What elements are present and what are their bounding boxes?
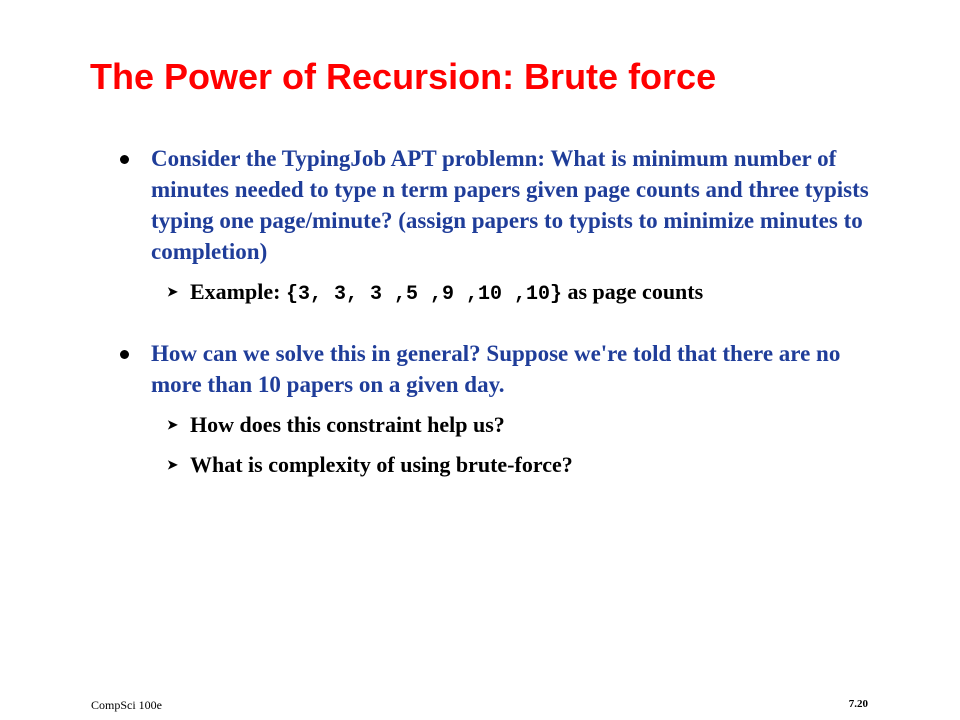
- sub-bullet-item: [118, 410, 878, 440]
- arrowhead-bullet-icon: ➤: [167, 417, 178, 432]
- bullet-text: How can we solve this in general? Suppose we're told that there are no more than 10 papers on a given day.: [151, 341, 841, 397]
- arrowhead-bullet-icon: ➤: [167, 457, 178, 472]
- bullet-item: [118, 338, 878, 400]
- slide-body: [118, 143, 878, 480]
- sub-bullet-text: How does this constraint help us?: [190, 412, 505, 437]
- arrowhead-bullet-icon: ➤: [167, 284, 178, 299]
- sub-bullet-prefix: Example:: [190, 279, 286, 304]
- sub-bullet-suffix: as page counts: [562, 279, 704, 304]
- bullet-dot-icon: [120, 155, 129, 164]
- bullet-item: [118, 143, 878, 267]
- footer-course: CompSci 100e: [91, 698, 162, 712]
- sub-bullet-text: What is complexity of using brute-force?: [190, 452, 573, 477]
- sub-bullet-item: [118, 450, 878, 480]
- bullet-text: Consider the TypingJob APT problemn: What is minimum number of minutes needed to type n term papers given page counts and three typists typing one page/minute? (assign papers to typists to minimize minutes to completion): [151, 146, 869, 264]
- example-page-counts: {3, 3, 3 ,5 ,9 ,10 ,10}: [285, 283, 562, 306]
- slide-title: The Power of Recursion: Brute force: [90, 56, 717, 97]
- bullet-dot-icon: [120, 350, 129, 359]
- sub-bullet-item: [118, 277, 878, 310]
- footer-page-number: 7.20: [848, 698, 868, 710]
